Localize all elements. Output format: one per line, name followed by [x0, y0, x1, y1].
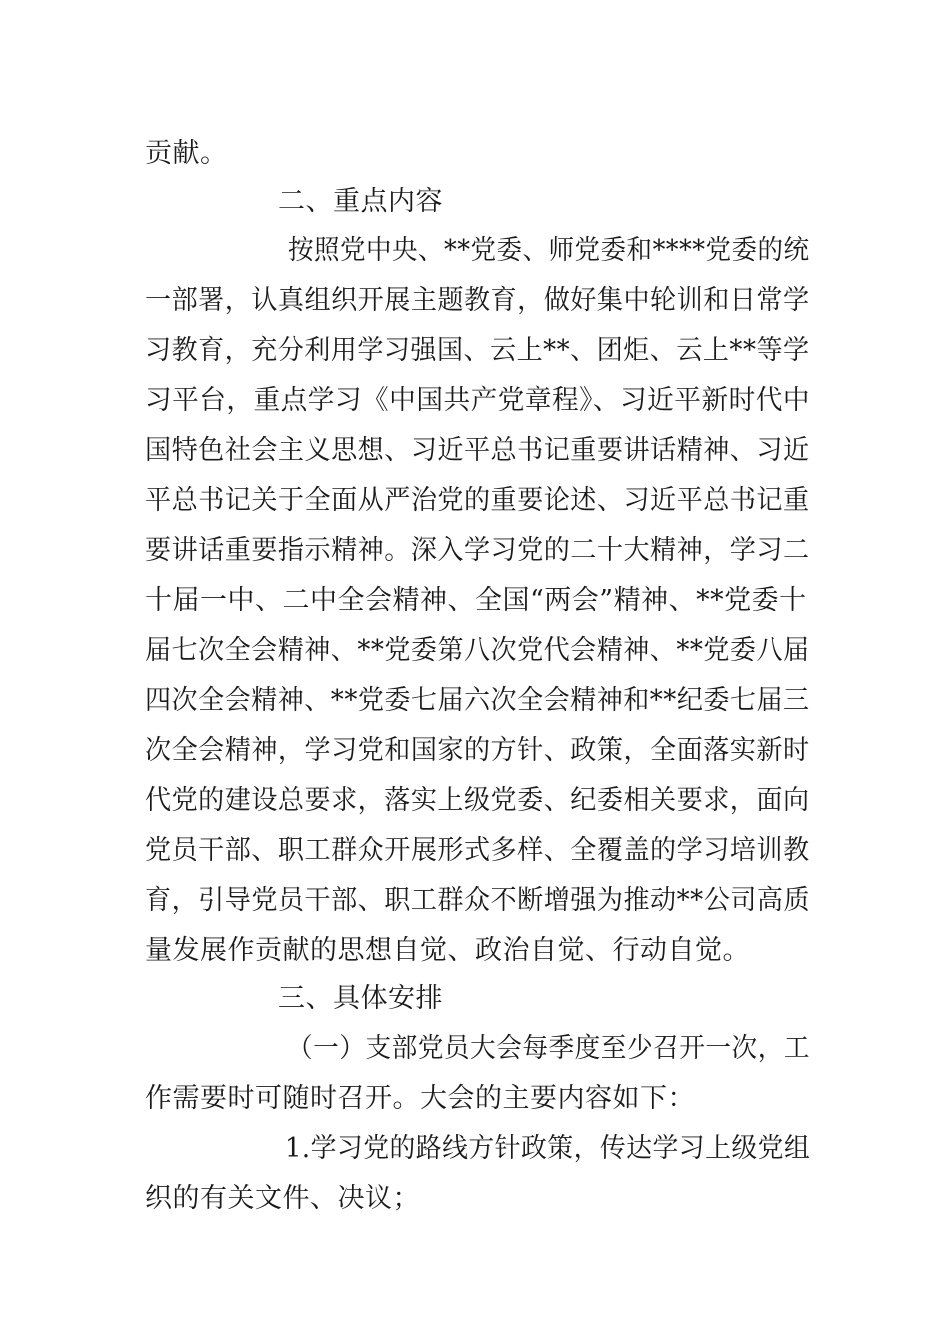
section2-line-8: 十届一中、二中全会精神、全国“两会”精神、**党委十 — [145, 585, 807, 616]
section2-line-5: 国特色社会主义思想、习近平总书记重要讲话精神、习近 — [145, 435, 810, 466]
section2-line-11: 次全会精神，学习党和国家的方针、政策，全面落实新时 — [145, 735, 810, 766]
section2-line-4: 习平台，重点学习《中国共产党章程》、习近平新时代中 — [145, 385, 810, 416]
section2-line-10: 四次全会精神、**党委七届六次全会精神和**纪委七届三 — [145, 685, 810, 716]
intro-tail-text: 贡献。 — [145, 138, 228, 169]
section2-line-6: 平总书记关于全面从严治党的重要论述、习近平总书记重 — [145, 485, 810, 516]
section2-line-13: 党员干部、职工群众开展形式多样、全覆盖的学习培训教 — [145, 835, 810, 866]
section2-line-15: 量发展作贡献的思想自觉、政治自觉、行动自觉。 — [145, 935, 750, 966]
item1-line-2: 作需要时可随时召开。大会的主要内容如下： — [145, 1083, 695, 1114]
section2-line-7: 要讲话重要指示精神。深入学习党的二十大精神，学习二 — [145, 535, 810, 566]
section-heading-key-content: 二、重点内容 — [278, 186, 443, 217]
subitem1-line-1: 1.学习党的路线方针政策，传达学习上级党组 — [285, 1133, 811, 1164]
item1-line-1: （一）支部党员大会每季度至少召开一次，工 — [287, 1033, 810, 1064]
subitem1-line-2: 织的有关文件、决议； — [145, 1183, 420, 1214]
section2-line-14: 育，引导党员干部、职工群众不断增强为推动**公司高质 — [145, 885, 811, 916]
section2-line-1: 按照党中央、**党委、师党委和****党委的统 — [288, 235, 810, 266]
section2-line-3: 习教育，充分利用学习强国、云上**、团炬、云上**等学 — [145, 335, 810, 366]
section2-line-2: 一部署，认真组织开展主题教育，做好集中轮训和日常学 — [145, 285, 810, 316]
section-heading-arrangements: 三、具体安排 — [278, 983, 443, 1014]
section2-line-12: 代党的建设总要求，落实上级党委、纪委相关要求，面向 — [145, 785, 810, 816]
section2-line-9: 届七次全会精神、**党委第八次党代会精神、**党委八届 — [145, 635, 810, 666]
